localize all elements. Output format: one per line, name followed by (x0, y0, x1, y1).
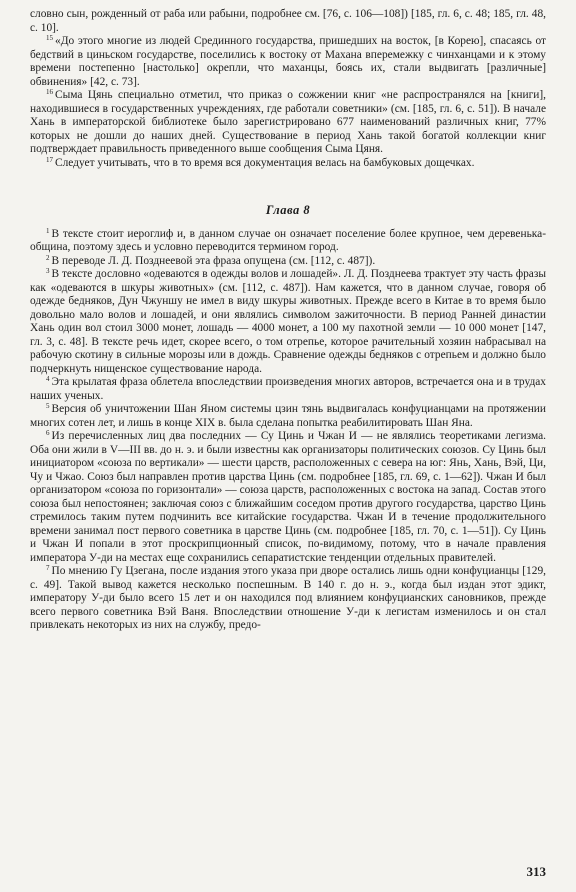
footnote-number: 4 (46, 375, 50, 383)
footnote-number: 6 (46, 429, 50, 437)
footnote-number: 3 (46, 267, 50, 275)
footnote-number: 15 (46, 34, 53, 42)
notes-section-chapter (30, 228, 546, 633)
footnote-15 (30, 35, 546, 89)
footnote-4 (30, 376, 546, 403)
footnote-number: 5 (46, 402, 50, 410)
page-number: 313 (526, 863, 546, 879)
footnote-number: 7 (46, 564, 50, 572)
footnote-text: В тексте дословно «одеваются в одежды волов и лошадей». Л. Д. Позднеева трактует эту часть фразы как «одеваются в шкуры животных» (см. [112, с. 487]). Нам кажется, что в данном случае, говоря об одежде бедняков, Дун Чжуншу не имел в виду шкуры животных. Прежде всего в Китае в то время было довольно мало волов и лошадей, и они являлись символом зажиточности. В период Ранней династии Хань один вол стоил 3000 монет, лошадь — 4000 монет, а 100 му пахотной земли — 10 000 монет [147, гл. 3, с. 48]. В тексте речь идет, скорее всего, о том отрепье, которое рачительный хозяин набрасывал на рабочую скотину в сильные морозы или в дождь. Сравнение одежды бедняков с отрепьем и должно было подчеркнуть нищенское существование народа. (30, 268, 546, 375)
footnote-text: Эта крылатая фраза облетела впоследствии произведения многих авторов, встречается она и в трудах наших ученых. (30, 376, 546, 402)
footnote-text: По мнению Гу Цзегана, после издания этого указа при дворе остались лишь одни конфуцианцы [129, с. 49]. Такой вывод кажется несколько поспешным. В 140 г. до н. э., когда был издан этот эдикт, императору У-ди было всего 15 лет и он находился под влиянием конфуцианских сановников, прежде всего первого советника Вэй Ваня. Впоследствии отношение У-ди к легистам изменилось и он стал привлекать некоторых из них на службу, предо- (30, 565, 546, 631)
footnote-text: Версия об уничтожении Шан Яном системы цзин тянь выдвигалась конфуцианцами на протяжении многих сотен лет, и лишь в конце XIX в. была сделана попытка реабилитировать Шан Яна. (30, 403, 546, 429)
footnote-number: 16 (46, 88, 53, 96)
footnote-number: 2 (46, 253, 50, 262)
footnote-text: Следует учитывать, что в то время вся документация велась на бамбуковых дощечках. (55, 156, 475, 169)
continued-text: словно сын, рожденный от раба или рабыни, подробнее см. [76, с. 106—108]) [185, гл. 6, с. 48; 185, гл. 48, с. 10]. (30, 8, 546, 34)
footnote-5 (30, 403, 546, 430)
footnote-6 (30, 430, 546, 565)
footnote-17 (30, 157, 546, 171)
footnote-text: Из перечисленных лиц два последних — Су Цинь и Чжан И — не являлись теоретиками легизма. Оба они жили в V—III вв. до н. э. и были известны как организаторы политических союзов. Су Цинь был инициатором «союза по вертикали» — шести царств, расположенных с севера на юг: Янь, Хань, Вэй, Ци, Чу и Чжао. Союз был направлен против царства Цинь (см. подробнее [185, гл. 69, с. 1—62]). Чжан И был организатором «союза по горизонтали» — союза царств, расположенных с востока на запад. Состав этого союза был непостоянен; заключая союз с ближайшим соседом против другого государства, царство Цинь стремилось таким путем подчинить все китайские государства. Чжан И в течение продолжительного времени занимал пост первого советника в царстве Цинь (см. подробнее [185, гл. 70, с. 1—51]). Су Цинь и Чжан И попали в этот проскрипционный список, по-видимому, потому, что в начале правления императора У-ди на местах еще сохранились сепаратистские тенденции отдельных правителей. (30, 430, 546, 564)
notes-section-top (30, 35, 546, 170)
footnote-text: Сыма Цянь специально отметил, что приказ о сожжении книг «не распространялся на [книги], находившиеся в государственных учреждениях, где работали советники» (см. [185, гл. 6, с. 51]). В начале Хань в императорской библиотеке было зарегистрировано 677 наименований различных книг, 77% которых не дошли до наших дней. Существование в период Хань такой богатой коллекции книг подтверждает правильность приведенного выше сообщения Сыма Цяня. (30, 89, 546, 155)
footnote-1 (30, 228, 546, 255)
footnote-2 (30, 255, 546, 269)
footnote-3 (30, 268, 546, 376)
footnote-number: 17 (46, 155, 53, 164)
chapter-heading: Глава 8 (265, 203, 311, 217)
footnote-16 (30, 89, 546, 157)
footnote-text: В тексте стоит иероглиф и, в данном случае он означает поселение более крупное, чем деревенька-община, поэтому здесь и условно переводится термином город. (30, 227, 546, 253)
footnote-text: «До этого многие из людей Срединного государства, пришедших на восток, [в Корею], спасаясь от бедствий в циньском государстве, поселились к востоку от Махана вперемежку с чинханцами и к этому времени постепенно [настолько] окрепли, что маханцы, боясь их, стали выдвигать [различные] обвинения» [42, с. 73]. (30, 35, 546, 88)
footnote-7 (30, 565, 546, 633)
footnote-text: В переводе Л. Д. Позднеевой эта фраза опущена (см. [112, с. 487]). (51, 254, 376, 267)
footnote-number: 1 (46, 226, 50, 235)
